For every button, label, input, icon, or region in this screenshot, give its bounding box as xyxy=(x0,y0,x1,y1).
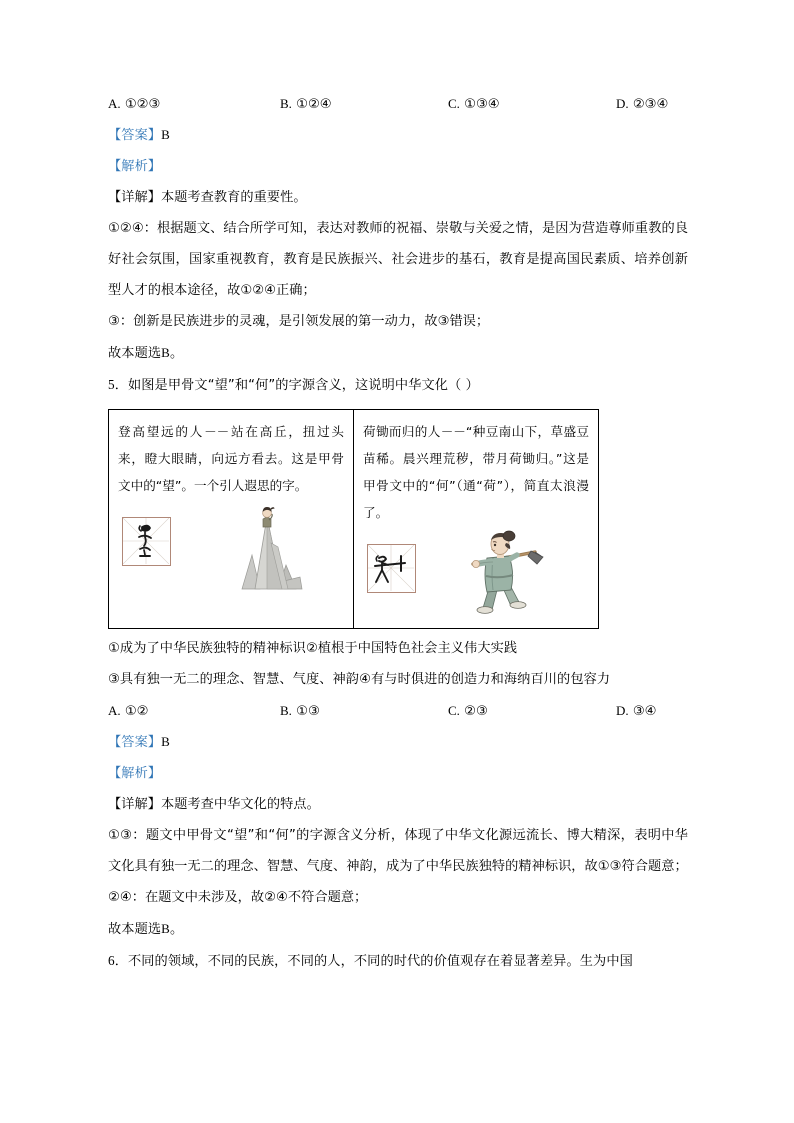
q4-option-a-label: A. xyxy=(108,96,121,111)
q5-option-d[interactable] xyxy=(616,695,657,727)
q4-options-row xyxy=(108,88,688,119)
q4-option-c-text: ①③④ xyxy=(464,97,500,112)
q4-detail-label: 【详解】 xyxy=(108,190,161,205)
q5-figure-table xyxy=(108,409,599,629)
q5-detail-para-1: ①③：题文中甲骨文“望”和“何”的字源含义分析，体现了中华文化源远流长、博大精深，表明中华文化具有独一无二的理念、智慧、气度、神韵，成为了中华民族独特的精神标识，故①③符合题意； xyxy=(108,828,688,874)
q5-option-b-label: B. xyxy=(280,703,292,718)
q5-table-cell-left xyxy=(109,410,354,629)
q5-right-cell-text: 荷锄而归的人－－“种豆南山下，草盛豆苗稀。晨兴理荒秽，带月荷锄归。”这是甲骨文中的“何”（通“荷”），简直太浪漫了。 xyxy=(363,424,589,520)
q5-number: 5． xyxy=(108,377,128,392)
q5-stem: 如图是甲骨文“望”和“何”的字源含义，这说明中华文化（ ） xyxy=(127,378,479,393)
q5-answer-line xyxy=(108,726,688,758)
q5-conclusion-prefix: 故本题选 xyxy=(108,922,162,937)
q5-option-c[interactable] xyxy=(448,695,488,727)
table-row xyxy=(109,410,599,629)
q5-detail-label: 【详解】 xyxy=(108,797,161,812)
q5-analysis-label: 【解析】 xyxy=(108,766,162,781)
q5-analysis-line xyxy=(108,758,688,789)
q4-analysis-line xyxy=(108,151,688,182)
oracle-bone-wang-glyph xyxy=(122,517,171,566)
q5-option-a[interactable] xyxy=(108,695,149,727)
q5-stem-line xyxy=(108,369,688,401)
q4-conclusion-suffix: 。 xyxy=(169,346,184,361)
person-on-mountain-illustration xyxy=(222,503,314,599)
q5-option-a-text: ①② xyxy=(124,704,149,719)
q5-option-a-label: A. xyxy=(108,703,121,718)
q4-option-d[interactable] xyxy=(616,88,668,120)
q4-conclusion-value: B xyxy=(161,345,170,360)
q5-option-d-text: ③④ xyxy=(632,704,657,719)
q5-option-b-text: ①③ xyxy=(296,704,320,719)
q5-option-c-label: C. xyxy=(448,703,460,718)
q4-detail-intro: 本题考查教育的重要性。 xyxy=(160,190,307,205)
q4-option-d-text: ②③④ xyxy=(632,97,669,112)
q5-statement-1: ①成为了中华民族独特的精神标识②植根于中国特色社会主义伟大实践 xyxy=(108,641,518,656)
q4-option-c-label: C. xyxy=(448,96,460,111)
q5-left-cell-figures xyxy=(118,503,344,595)
q5-option-c-text: ②③ xyxy=(464,704,488,719)
q4-detail-para-1: ①②④：根据题文、结合所学可知，表达对教师的祝福、崇敬与关爱之情，是因为营造尊师重教的良好社会氛围，国家重视教育，教育是民族振兴、社会进步的基石，教育是提高国民素质、培养创新型人才的根本途径，故①②④正确； xyxy=(108,221,688,298)
q4-option-a-text: ①②③ xyxy=(124,97,161,112)
q5-conclusion-value: B xyxy=(161,921,170,936)
q4-analysis-label: 【解析】 xyxy=(108,159,162,174)
q6-number: 6． xyxy=(108,953,128,968)
q5-conclusion-line xyxy=(108,913,688,945)
q4-option-b-label: B. xyxy=(280,96,292,111)
farmer-with-hoe-illustration xyxy=(459,530,555,626)
q6-stem: 不同的领域，不同的民族，不同的人，不同的时代的价值观存在着显著差异。生为中国 xyxy=(127,954,633,969)
q5-conclusion-suffix: 。 xyxy=(169,922,184,937)
q4-conclusion-line xyxy=(108,337,688,369)
q4-conclusion-prefix: 故本题选 xyxy=(108,346,162,361)
q5-table-cell-right xyxy=(354,410,599,629)
q5-answer-label: 【答案】 xyxy=(108,735,162,750)
page-content xyxy=(108,88,688,977)
q5-detail-para-2: ②④：在题文中未涉及，故②④不符合题意； xyxy=(108,890,368,905)
q4-option-b[interactable] xyxy=(280,88,332,120)
q4-option-c[interactable] xyxy=(448,88,500,120)
q5-options-row xyxy=(108,695,688,726)
q4-answer-label: 【答案】 xyxy=(108,128,162,143)
q4-option-b-text: ①②④ xyxy=(296,97,332,112)
q4-answer-line xyxy=(108,119,688,151)
q6-stem-line xyxy=(108,945,688,977)
q4-option-a[interactable] xyxy=(108,88,160,120)
q5-statement-2: ③具有独一无二的理念、智慧、气度、神韵④有与时俱进的创造力和海纳百川的包容力 xyxy=(108,672,611,687)
oracle-bone-he-glyph xyxy=(367,544,416,593)
q4-answer-value: B xyxy=(161,127,170,142)
q4-option-d-label: D. xyxy=(616,96,629,111)
q4-detail-para-2: ③：创新是民族进步的灵魂，是引领发展的第一动力，故③错误； xyxy=(108,314,490,329)
q5-left-cell-text: 登高望远的人－－站在高丘，扭过头来，瞪大眼睛，向远方看去。这是甲骨文中的“望”。一个引人遐思的字。 xyxy=(118,424,344,493)
q5-option-b[interactable] xyxy=(280,695,320,727)
q5-detail-intro: 本题考查中华文化的特点。 xyxy=(160,797,320,812)
q5-answer-value: B xyxy=(161,734,170,749)
q5-detail-intro-line xyxy=(108,789,688,820)
q5-right-cell-figures xyxy=(363,530,589,622)
q5-option-d-label: D. xyxy=(616,703,629,718)
q4-detail-intro-line xyxy=(108,182,688,213)
